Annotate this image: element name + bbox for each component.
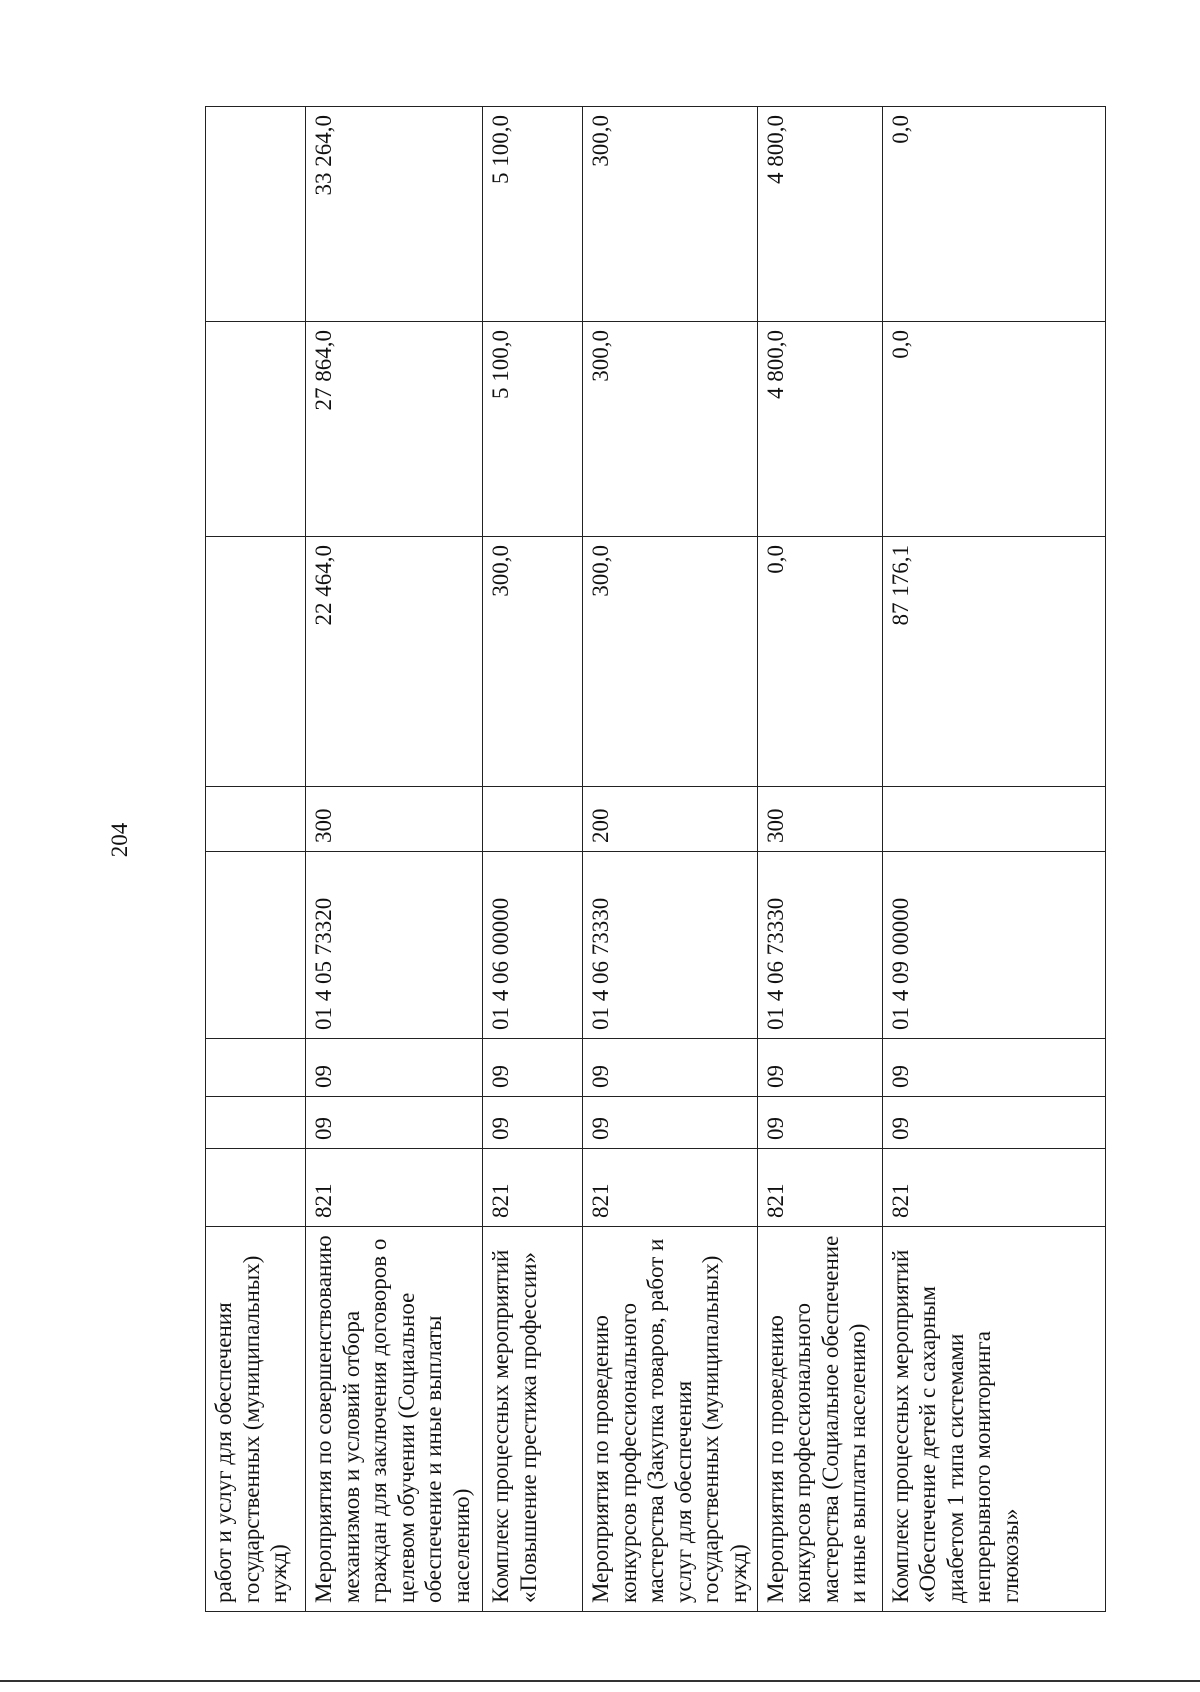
cell-name: Мероприятия по проведению конкурсов профессионального мастерства (Социальное обеспечение и иные выплаты населению): [757, 1227, 882, 1612]
cell-name: Комплекс процессных мероприятий «Обеспечение детей с сахарным диабетом 1 типа системами непрерывного мониторинга глюкозы»: [882, 1227, 1105, 1612]
cell-vr: [882, 787, 1105, 852]
budget-table: [205, 106, 1106, 1612]
cell-grbs: 821: [583, 1149, 758, 1227]
cell-year2: 5 100,0: [483, 322, 583, 537]
cell-rz: 09: [583, 1097, 758, 1149]
cell-year3: 4 800,0: [757, 107, 882, 322]
cell-pr: 09: [882, 1039, 1105, 1097]
cell-year2: [206, 322, 306, 537]
cell-csr: [206, 852, 306, 1039]
cell-pr: 09: [306, 1039, 483, 1097]
cell-rz: 09: [757, 1097, 882, 1149]
cell-year1: 0,0: [757, 537, 882, 787]
bottom-scan-rule: [0, 1680, 1200, 1682]
page-number: 204: [107, 822, 132, 858]
cell-year2: 300,0: [583, 322, 758, 537]
cell-rz: [206, 1097, 306, 1149]
cell-name: Мероприятия по проведению конкурсов профессионального мастерства (Закупка товаров, работ и услуг для обеспечения государственных (муниципальных) нужд): [583, 1227, 758, 1612]
cell-grbs: 821: [483, 1149, 583, 1227]
cell-rz: 09: [882, 1097, 1105, 1149]
cell-year1: 22 464,0: [306, 537, 483, 787]
cell-csr: 01 4 05 73320: [306, 852, 483, 1039]
cell-year3: [206, 107, 306, 322]
cell-vr: 300: [306, 787, 483, 852]
cell-name: Мероприятия по совершенствованию механизмов и условий отбора граждан для заключения договоров о целевом обучении (Социальное обеспечение и иные выплаты населению): [306, 1227, 483, 1612]
cell-pr: 09: [583, 1039, 758, 1097]
cell-grbs: 821: [882, 1149, 1105, 1227]
cell-year1: 87 176,1: [882, 537, 1105, 787]
cell-vr: [483, 787, 583, 852]
rotated-table-wrapper: [205, 107, 1090, 1612]
cell-year3: 5 100,0: [483, 107, 583, 322]
cell-year3: 33 264,0: [306, 107, 483, 322]
cell-pr: [206, 1039, 306, 1097]
table-row: [483, 107, 583, 1612]
cell-csr: 01 4 06 73330: [583, 852, 758, 1039]
cell-rz: 09: [306, 1097, 483, 1149]
cell-vr: 200: [583, 787, 758, 852]
cell-csr: 01 4 06 73330: [757, 852, 882, 1039]
cell-grbs: [206, 1149, 306, 1227]
cell-rz: 09: [483, 1097, 583, 1149]
cell-pr: 09: [483, 1039, 583, 1097]
cell-year2: 0,0: [882, 322, 1105, 537]
cell-csr: 01 4 09 00000: [882, 852, 1105, 1039]
table-row: [757, 107, 882, 1612]
cell-csr: 01 4 06 00000: [483, 852, 583, 1039]
cell-grbs: 821: [306, 1149, 483, 1227]
cell-year1: 300,0: [483, 537, 583, 787]
cell-vr: 300: [757, 787, 882, 852]
cell-name: Комплекс процессных мероприятий «Повышение престижа профессии»: [483, 1227, 583, 1612]
table-row: [583, 107, 758, 1612]
cell-year2: 27 864,0: [306, 322, 483, 537]
table-row: [206, 107, 306, 1612]
cell-vr: [206, 787, 306, 852]
cell-pr: 09: [757, 1039, 882, 1097]
cell-name: работ и услуг для обеспечения государственных (муниципальных) нужд): [206, 1227, 306, 1612]
cell-year2: 4 800,0: [757, 322, 882, 537]
table-row: [306, 107, 483, 1612]
cell-year3: 300,0: [583, 107, 758, 322]
cell-grbs: 821: [757, 1149, 882, 1227]
cell-year3: 0,0: [882, 107, 1105, 322]
table-row: [882, 107, 1105, 1612]
cell-year1: 300,0: [583, 537, 758, 787]
cell-year1: [206, 537, 306, 787]
